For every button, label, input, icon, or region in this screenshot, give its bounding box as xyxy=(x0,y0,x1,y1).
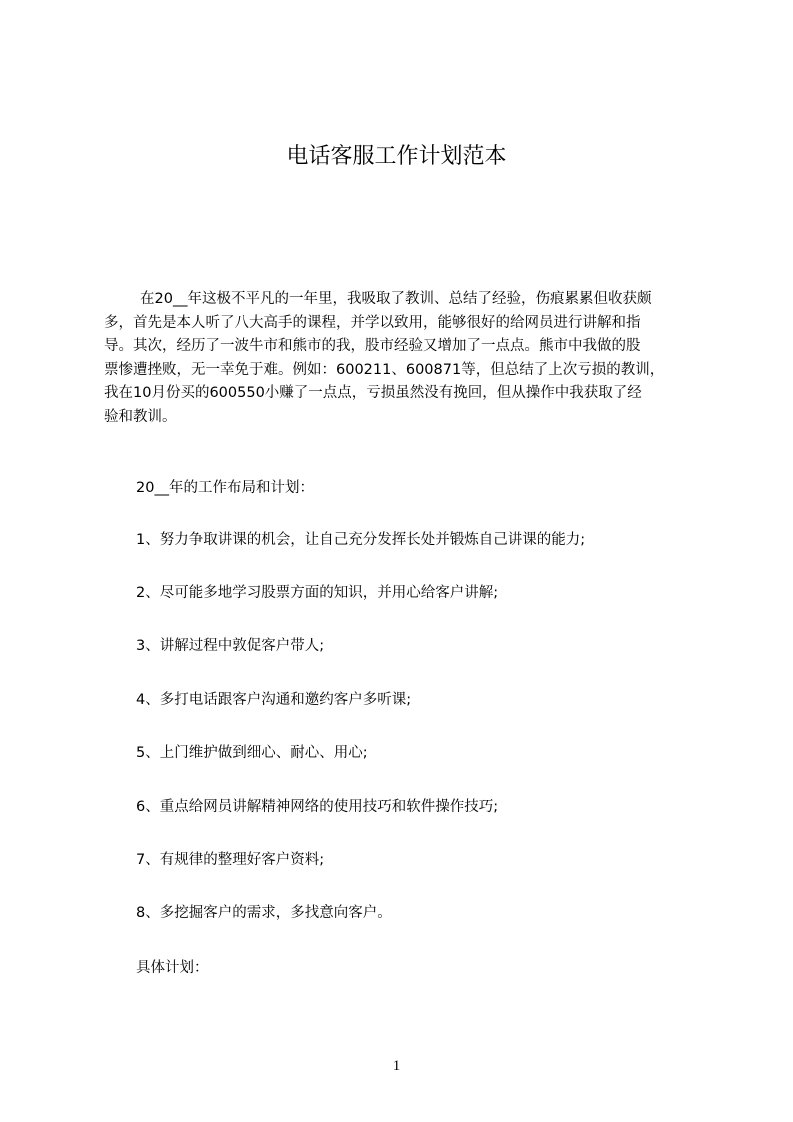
plan-item: 2、尽可能多地学习股票方面的知识，并用心给客户讲解; xyxy=(136,585,499,601)
plan-item: 5、上门维护做到细心、耐心、用心; xyxy=(136,745,368,761)
plan-heading: 20__年的工作布局和计划： xyxy=(136,480,314,496)
plan-item: 6、重点给网员讲解精神网络的使用技巧和软件操作技巧; xyxy=(136,799,499,815)
plan-item: 3、讲解过程中敦促客户带人; xyxy=(136,638,325,654)
intro-paragraph xyxy=(104,288,714,430)
plan-item: 1、努力争取讲课的机会，让自己充分发挥长处并锻炼自己讲课的能力; xyxy=(136,532,586,548)
intro-line: 导。其次，经历了一波牛市和熊市的我，股市经验又增加了一点点。熊市中我做的股 xyxy=(104,338,641,355)
intro-line: 验和教训。 xyxy=(104,408,177,425)
intro-line: 在20__年这极不平凡的一年里，我吸取了教训、总结了经验，伤痕累累但收获颇 xyxy=(140,291,652,307)
intro-line: 票惨遭挫败，无一幸免于难。例如：600211、600871等，但总结了上次亏损的教训， xyxy=(104,361,665,378)
intro-line: 我在10月份买的600550小赚了一点点，亏损虽然没有挽回，但从操作中我获取了经 xyxy=(104,385,642,402)
page-number: 1 xyxy=(392,1058,401,1074)
plan-item: 7、有规律的整理好客户资料; xyxy=(136,852,325,868)
plan-item: 8、多挖掘客户的需求，多找意向客户。 xyxy=(136,905,392,921)
intro-line: 多，首先是本人听了八大高手的课程，并学以致用，能够很好的给网员进行讲解和指 xyxy=(104,314,641,331)
specific-plan-heading: 具体计划： xyxy=(136,960,209,976)
plan-item: 4、多打电话跟客户沟通和邀约客户多听课; xyxy=(136,692,412,708)
document-title: 电话客服工作计划范本 xyxy=(286,144,507,169)
